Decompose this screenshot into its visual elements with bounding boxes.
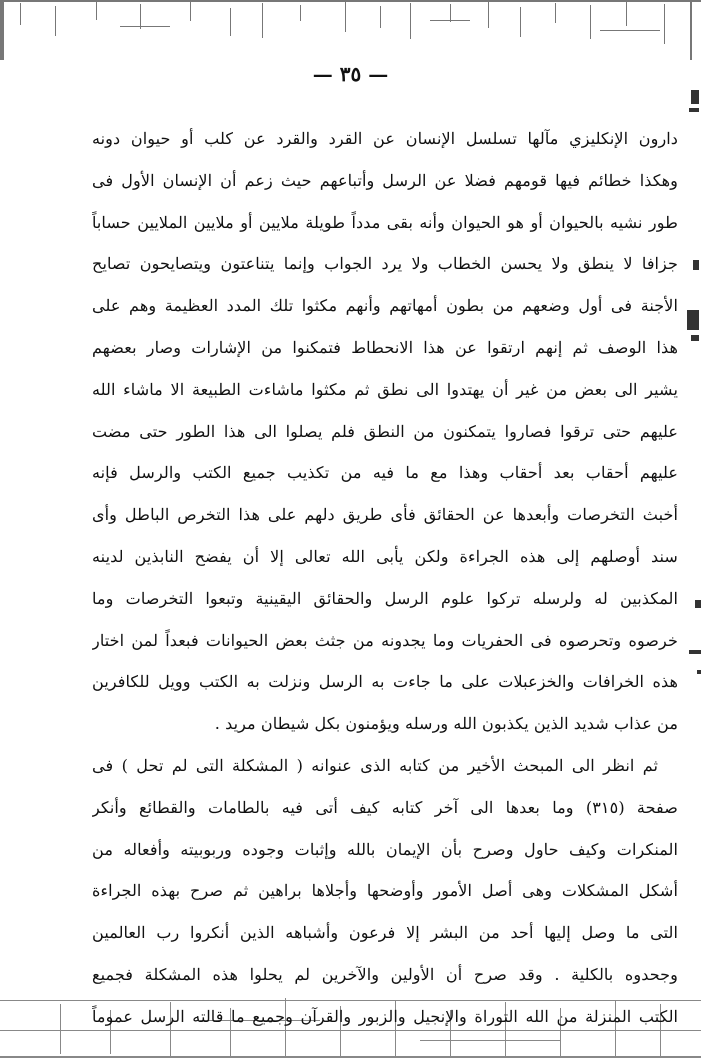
body-text	[92, 118, 678, 1038]
text-line: هذه الخرافات والخزعبلات على ما جاءت به الرسل ونزلت به الكتب وويل للكافرين	[92, 672, 678, 692]
text-line: صفحة (٣١٥) وما بعدها الى آخر كتابه كيف أتى فيه بالطامات والقطائع وأنكر	[92, 797, 678, 817]
text-line: التى ما وصل إليها أحد من البشر إلا فرعون وأشباهه الذين أنكروا رب العالمين	[92, 923, 678, 943]
text-line: الأجنة فى أول وضعهم من بطون أمهاتهم وأنهم مكثوا تلك المدد العظيمة وهم على	[92, 296, 678, 316]
text-line: جزافا لا ينطق ولا يحسن الخطاب ولا يرد الجواب وإنما يتناعتون ويتصايحون تصايح	[92, 254, 678, 274]
text-line: يشير الى بعض من غير أن يهتدوا الى نطق ثم مكثوا ماشاءت الطبيعة الا ماشاء الله	[92, 379, 678, 399]
text-line-paragraph-start: ثم انظر الى المبحث الأخير من كتابه الذى عنوانه ( المشكلة التى لم تحل ) فى	[92, 755, 658, 775]
text-line: المنكرات وكيف حاول وصرح بأن الإيمان بالله وإثبات وجوده وربوبيته وأفعاله من	[92, 839, 678, 859]
text-line: عليهم أحقاب بعد أحقاب وهذا مع ما فيه من تكذيب جميع الكتب والرسل فإنه	[92, 463, 678, 483]
text-line: أخبث التخرصات وأبعدها عن الحقائق فأى طريق دلهم على هذا التخرص الباطل وأى	[92, 505, 678, 525]
text-line: خرصوه وتحرصوه فى الحفريات وما يجدونه من جثث بعض الحيوانات فبعداً لمن اختار	[92, 630, 678, 650]
page-number: — ٣٥ —	[312, 62, 389, 86]
text-line: دارون الإنكليزي مآلها تسلسل الإنسان عن القرد والقرد عن كلب أو حيوان دونه	[92, 129, 678, 148]
text-line: وجحدوه بالكلية . وقد صرح أن الأولين والآخرين لم يحلوا هذه المشكلة فجميع	[92, 964, 678, 984]
text-line: هذا الوصف ثم إنهم ارتقوا عن هذا الانحطاط فتمكنوا من الإشارات وصار بعضهم	[92, 337, 678, 357]
text-line: طور نشيه بالحيوان أو هو الحيوان وأنه بقى مدداً طويلة ملايين أو ملايين الملايين حساباً	[92, 212, 678, 232]
text-line: المكذبين له ولرسله تركوا علوم الرسل والحقائق اليقينية وتبعوا التخرصات وما	[92, 588, 678, 608]
text-line: عليهم حتى ترقوا فصاروا يتمكنون من النطق فلم يصلوا الى هذا الطور حتى مضت	[92, 421, 678, 441]
text-line: أشكل المشكلات وهى أصل الأمور وأوضحها وأجلاها براهين ثم صرح بهذه الجراءة	[92, 881, 678, 901]
text-line: الكتب المنزلة من الله التوراة والإنجيل والزبور والقرآن وجميع ما قالته الرسل عموماً	[92, 1006, 678, 1026]
text-line: سند أوصلهم إلى هذه الجراءة ولكن يأبى الله تعالى إلا أن يفضح النابذين لدينه	[92, 546, 678, 566]
text-line: وهكذا خطائم فيها قومهم فضلا عن الرسل وأتباعهم حيث زعم أن الإنسان الأول فى	[92, 170, 678, 190]
text-line-paragraph-end: من عذاب شديد الذين يكذبون الله ورسله ويؤمنون بكل شيطان مريد .	[214, 714, 678, 734]
scan-noise-top	[0, 0, 701, 60]
